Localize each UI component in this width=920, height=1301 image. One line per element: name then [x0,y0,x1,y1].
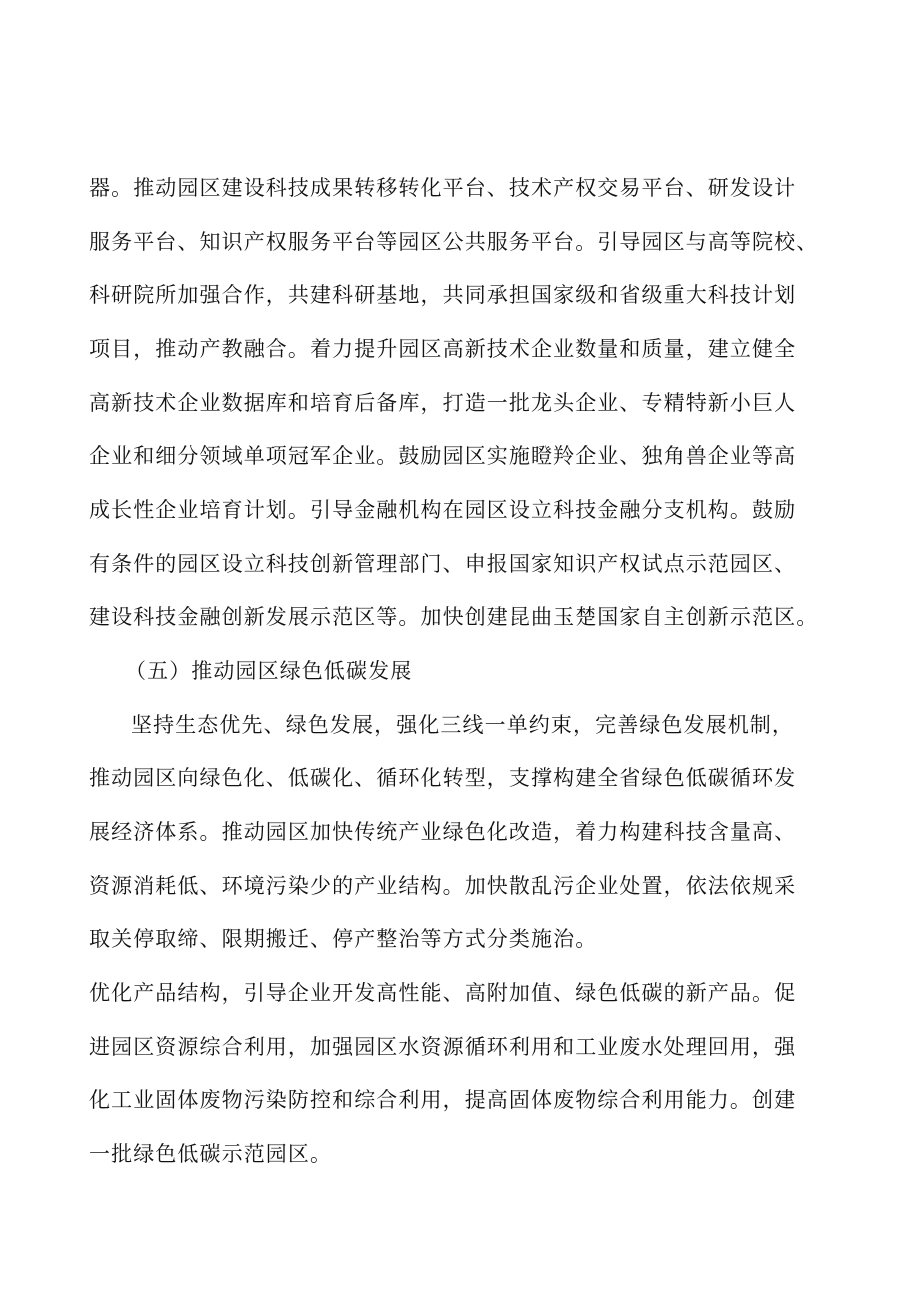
paragraph-line: 化工业固体废物污染防控和综合利用，提高固体废物综合利用能力。创建 [89,1088,797,1112]
paragraph-line: 成长性企业培育计划。引导金融机构在园区设立科技金融分支机构。鼓励 [89,498,797,522]
paragraph-line: 有条件的园区设立科技创新管理部门、申报国家知识产权试点示范园区、 [89,552,797,576]
paragraph-line: 推动园区向绿色化、低碳化、循环化转型，支撑构建全省绿色低碳循环发 [89,766,797,790]
paragraph-line: 服务平台、知识产权服务平台等园区公共服务平台。引导园区与高等院校、 [89,230,819,254]
paragraph-line: 科研院所加强合作，共建科研基地，共同承担国家级和省级重大科技计划 [89,283,797,307]
paragraph-line: 建设科技金融创新发展示范区等。加快创建昆曲玉楚国家自主创新示范区。 [89,605,819,629]
paragraph-line: 高新技术企业数据库和培育后备库，打造一批龙头企业、专精特新小巨人 [89,391,797,415]
paragraph-line: 优化产品结构，引导企业开发高性能、高附加值、绿色低碳的新产品。促 [89,981,797,1005]
paragraph-line: 项目，推动产教融合。着力提升园区高新技术企业数量和质量，建立健全 [89,337,797,361]
paragraph-line: 资源消耗低、环境污染少的产业结构。加快散乱污企业处置，依法依规采 [89,874,797,898]
paragraph-line: 一批绿色低碳示范园区。 [89,1142,333,1166]
paragraph-line: 企业和细分领域单项冠军企业。鼓励园区实施瞪羚企业、独角兽企业等高 [89,444,797,468]
paragraph-line: 展经济体系。推动园区加快传统产业绿色化改造，着力构建科技含量高、 [89,820,797,844]
paragraph-line: 器。推动园区建设科技成果转移转化平台、技术产权交易平台、研发设计 [89,176,797,200]
section-heading: （五）推动园区绿色低碳发展 [125,659,413,683]
paragraph-line: 取关停取缔、限期搬迁、停产整治等方式分类施治。 [89,927,598,951]
paragraph-line: 进园区资源综合利用，加强园区水资源循环利用和工业废水处理回用，强 [89,1035,797,1059]
paragraph-line: 坚持生态优先、绿色发展，强化三线一单约束，完善绿色发展机制， [131,713,794,737]
